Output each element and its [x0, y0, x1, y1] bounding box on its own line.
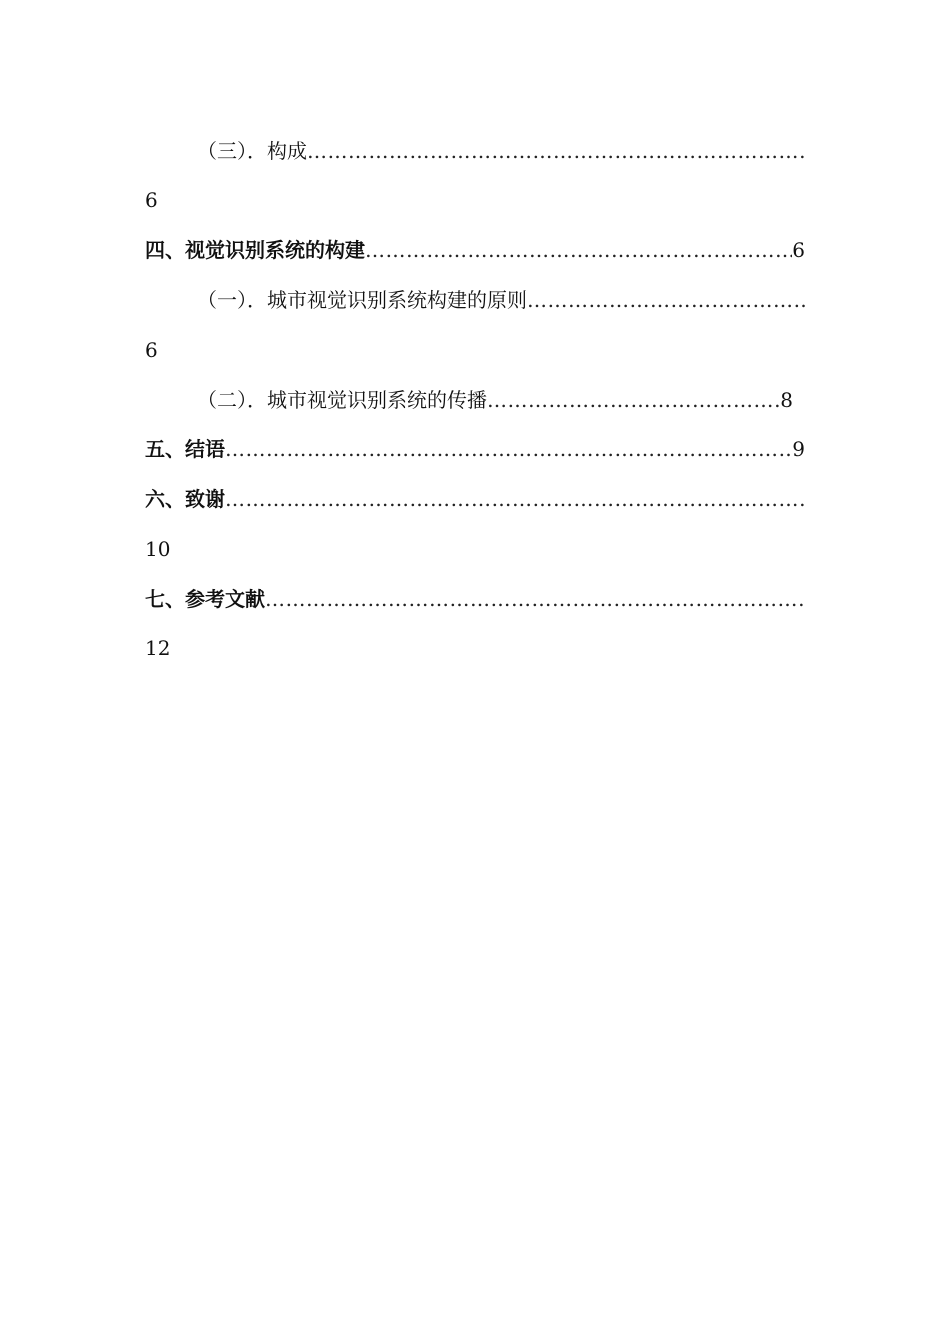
- toc-entry-3-3[interactable]: [197, 136, 805, 166]
- toc-entry-page-number: 6: [145, 188, 158, 212]
- toc-entry-6[interactable]: [145, 484, 805, 514]
- toc-entry-4[interactable]: [145, 235, 805, 265]
- toc-entry-title: 六、致谢: [145, 487, 225, 511]
- toc-entry-page-number: 8: [780, 388, 793, 412]
- toc-entry-title: 四、视觉识别系统的构建: [145, 238, 365, 262]
- toc-entry-page-number: 6: [792, 238, 805, 262]
- toc-leader-dots: [365, 235, 792, 265]
- toc-entry-4-2[interactable]: [197, 385, 793, 415]
- toc-leader-dots: [225, 434, 792, 464]
- toc-entry-title: （一）．城市视觉识别系统构建的原则: [197, 288, 527, 312]
- toc-entry-page-number: 12: [145, 636, 171, 660]
- toc-entry-4-1[interactable]: [197, 285, 805, 315]
- toc-entry-5[interactable]: [145, 434, 805, 464]
- toc-entry-page-number: 6: [145, 338, 158, 362]
- toc-entry-title: （三）．构成: [197, 139, 307, 163]
- toc-entry-page-number: 9: [792, 437, 805, 461]
- toc-entry-page-number: 10: [145, 537, 171, 561]
- toc-entry-title: （二）．城市视觉识别系统的传播: [197, 388, 487, 412]
- toc-leader-dots: [487, 385, 780, 415]
- toc-entry-title: 七、参考文献: [145, 587, 265, 611]
- toc-leader-dots: [527, 285, 805, 315]
- toc-entry-7[interactable]: [145, 584, 805, 614]
- toc-leader-dots: [225, 484, 805, 514]
- toc-leader-dots: [265, 584, 805, 614]
- toc-leader-dots: [307, 136, 805, 166]
- toc-entry-title: 五、结语: [145, 437, 225, 461]
